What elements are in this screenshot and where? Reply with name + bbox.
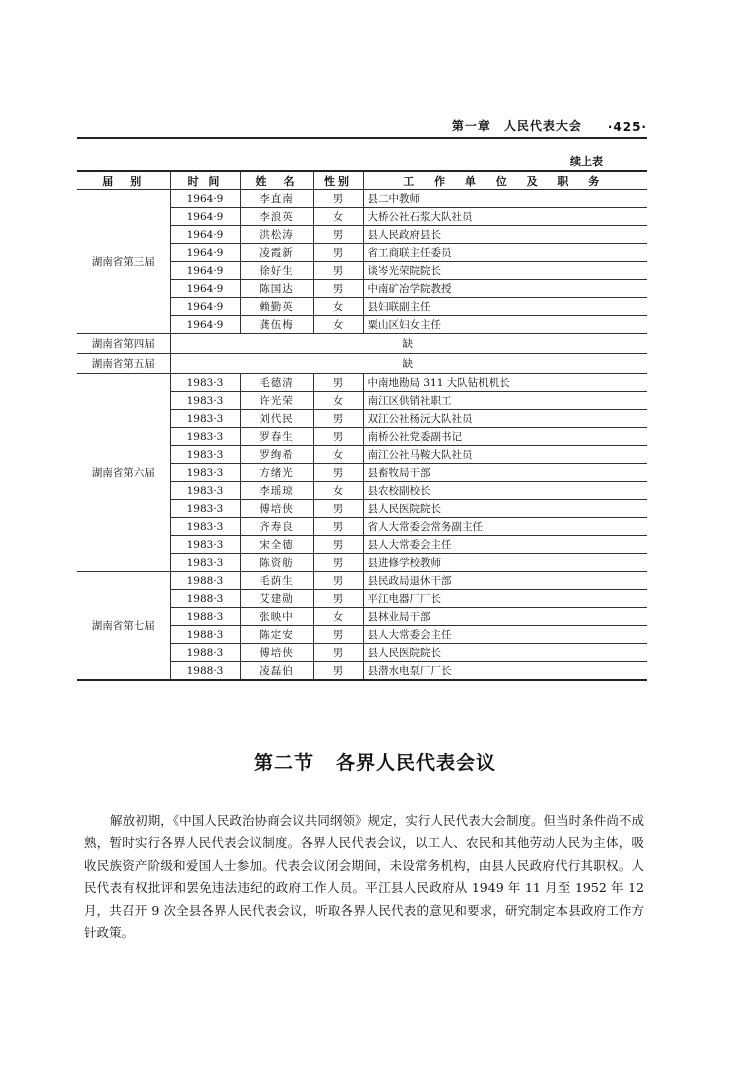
job-cell: 县畜牧局干部 [363, 464, 647, 482]
name-cell: 罗绚希 [240, 446, 313, 464]
date-cell: 1964·9 [170, 208, 240, 226]
name-cell: 罗春生 [240, 428, 313, 446]
table-row [77, 374, 647, 392]
sex-cell: 男 [313, 590, 363, 608]
sex-cell: 男 [313, 644, 363, 662]
column-header: 届 别 [77, 171, 170, 190]
job-cell: 县二中教师 [363, 190, 647, 208]
term-cell: 湖南省第五届 [77, 354, 170, 374]
sex-cell: 女 [313, 392, 363, 410]
term-cell: 湖南省第七届 [77, 572, 170, 681]
name-cell: 李瑶琼 [240, 482, 313, 500]
sex-cell: 女 [313, 316, 363, 334]
name-cell: 徐好生 [240, 262, 313, 280]
date-cell: 1988·3 [170, 626, 240, 644]
job-cell: 谈岑光荣院院长 [363, 262, 647, 280]
column-header: 姓 名 [240, 171, 313, 190]
sex-cell: 男 [313, 518, 363, 536]
sex-cell: 男 [313, 464, 363, 482]
missing-cell: 缺 [170, 354, 647, 374]
job-cell: 省人大常委会常务副主任 [363, 518, 647, 536]
sex-cell: 男 [313, 410, 363, 428]
job-cell: 县林业局干部 [363, 608, 647, 626]
sex-cell: 女 [313, 608, 363, 626]
name-cell: 刘代民 [240, 410, 313, 428]
job-cell: 省工商联主任委员 [363, 244, 647, 262]
missing-cell: 缺 [170, 334, 647, 354]
job-cell: 平江电器厂厂长 [363, 590, 647, 608]
sex-cell: 男 [313, 572, 363, 590]
name-cell: 许光荣 [240, 392, 313, 410]
job-cell: 县人民政府县长 [363, 226, 647, 244]
date-cell: 1983·3 [170, 500, 240, 518]
term-cell: 湖南省第三届 [77, 190, 170, 334]
sex-cell: 女 [313, 298, 363, 316]
job-cell: 粟山区妇女主任 [363, 316, 647, 334]
job-cell: 中南矿冶学院教授 [363, 280, 647, 298]
date-cell: 1983·3 [170, 374, 240, 392]
name-cell: 张映中 [240, 608, 313, 626]
date-cell: 1988·3 [170, 572, 240, 590]
continued-label: 续上表 [570, 155, 603, 168]
name-cell: 齐寿良 [240, 518, 313, 536]
job-cell: 县妇联副主任 [363, 298, 647, 316]
name-cell: 李浪英 [240, 208, 313, 226]
date-cell: 1983·3 [170, 410, 240, 428]
date-cell: 1964·9 [170, 244, 240, 262]
date-cell: 1983·3 [170, 536, 240, 554]
section-number: 第二节 [253, 752, 314, 774]
date-cell: 1983·3 [170, 554, 240, 572]
date-cell: 1988·3 [170, 662, 240, 681]
sex-cell: 男 [313, 536, 363, 554]
job-cell: 南江公社马鞍大队社员 [363, 446, 647, 464]
chapter-title: 第一章 人民代表大会 [451, 119, 582, 133]
table-row [77, 354, 647, 374]
job-cell: 县人民医院院长 [363, 644, 647, 662]
sex-cell: 男 [313, 374, 363, 392]
sex-cell: 女 [313, 482, 363, 500]
date-cell: 1964·9 [170, 226, 240, 244]
term-cell: 湖南省第四届 [77, 334, 170, 354]
date-cell: 1988·3 [170, 608, 240, 626]
name-cell: 龚伍梅 [240, 316, 313, 334]
sex-cell: 女 [313, 208, 363, 226]
table-row [77, 334, 647, 354]
name-cell: 毛德清 [240, 374, 313, 392]
sex-cell: 男 [313, 428, 363, 446]
sex-cell: 女 [313, 446, 363, 464]
date-cell: 1983·3 [170, 392, 240, 410]
name-cell: 宋全德 [240, 536, 313, 554]
name-cell: 毛荫生 [240, 572, 313, 590]
column-header: 时 间 [170, 171, 240, 190]
sex-cell: 男 [313, 626, 363, 644]
name-cell: 凌磊伯 [240, 662, 313, 681]
name-cell: 陈资舫 [240, 554, 313, 572]
date-cell: 1964·9 [170, 280, 240, 298]
date-cell: 1983·3 [170, 428, 240, 446]
sex-cell: 男 [313, 226, 363, 244]
job-cell: 县农校副校长 [363, 482, 647, 500]
job-cell: 县进修学校教师 [363, 554, 647, 572]
date-cell: 1988·3 [170, 590, 240, 608]
job-cell: 县潜水电泵厂厂长 [363, 662, 647, 681]
name-cell: 方绪光 [240, 464, 313, 482]
job-cell: 县民政局退休干部 [363, 572, 647, 590]
table-row [77, 190, 647, 208]
name-cell: 洪松涛 [240, 226, 313, 244]
sex-cell: 男 [313, 662, 363, 681]
column-header: 性别 [313, 171, 363, 190]
job-cell: 大桥公社石浆大队社员 [363, 208, 647, 226]
date-cell: 1964·9 [170, 298, 240, 316]
name-cell: 傅培侠 [240, 500, 313, 518]
sex-cell: 男 [313, 554, 363, 572]
date-cell: 1983·3 [170, 446, 240, 464]
job-cell: 县人大常委会主任 [363, 536, 647, 554]
name-cell: 傅培侠 [240, 644, 313, 662]
section-title: 各界人民代表会议 [336, 752, 497, 774]
job-cell: 南桥公社党委副书记 [363, 428, 647, 446]
date-cell: 1964·9 [170, 190, 240, 208]
sex-cell: 男 [313, 500, 363, 518]
name-cell: 凌霞新 [240, 244, 313, 262]
name-cell: 陈定安 [240, 626, 313, 644]
page-number: ·425· [607, 120, 647, 134]
table-row [77, 572, 647, 590]
table-body [77, 190, 647, 681]
date-cell: 1983·3 [170, 464, 240, 482]
sex-cell: 男 [313, 262, 363, 280]
date-cell: 1964·9 [170, 316, 240, 334]
name-cell: 赖勤英 [240, 298, 313, 316]
sex-cell: 男 [313, 280, 363, 298]
running-header [77, 114, 647, 139]
body-paragraph: 解放初期，《中国人民政治协商会议共同纲领》规定，实行人民代表大会制度。但当时条件尚不成熟，暂时实行各界人民代表会议制度。各界人民代表会议，以工人、农民和其他劳动人民为主体，吸收民族资产阶级和爱国人士参加。代表会议闭会期间，未设常务机构，由县人民政府代行其职权。人民代表有权批评和罢免违法违纪的政府工作人员。平江县人民政府从 1949 年 11 月至 1952 年 12 月，共召开 9 次全县各界人民代表会议，听取各界人民代表的意见和要求，研究制定本县政府工作方针政策。 [84, 812, 644, 940]
job-cell: 中南地勘局 311 大队钻机机长 [363, 374, 647, 392]
section-heading [0, 748, 750, 775]
job-cell: 县人民医院院长 [363, 500, 647, 518]
sex-cell: 男 [313, 244, 363, 262]
name-cell: 李直南 [240, 190, 313, 208]
name-cell: 陈国达 [240, 280, 313, 298]
name-cell: 艾建勋 [240, 590, 313, 608]
table-header-row [77, 171, 647, 190]
job-cell: 南江区供销社职工 [363, 392, 647, 410]
representatives-table [77, 170, 647, 681]
date-cell: 1988·3 [170, 644, 240, 662]
term-cell: 湖南省第六届 [77, 374, 170, 572]
date-cell: 1983·3 [170, 482, 240, 500]
date-cell: 1964·9 [170, 262, 240, 280]
job-cell: 双江公社杨沅大队社员 [363, 410, 647, 428]
column-header: 工 作 单 位 及 职 务 [363, 171, 647, 190]
job-cell: 县人大常委会主任 [363, 626, 647, 644]
sex-cell: 男 [313, 190, 363, 208]
date-cell: 1983·3 [170, 518, 240, 536]
